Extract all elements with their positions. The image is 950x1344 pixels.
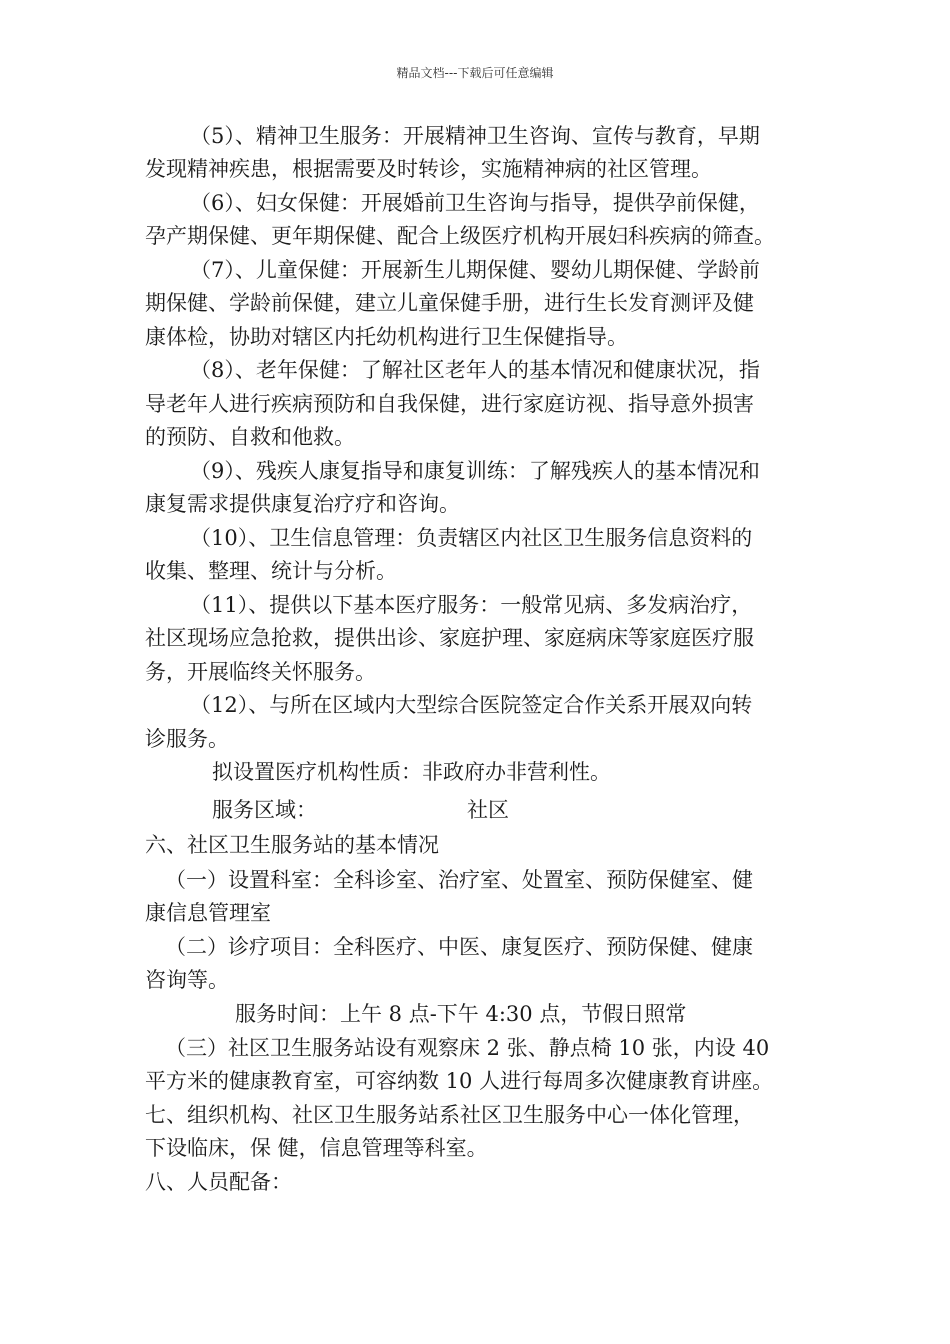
paragraph-line: 期保健、学龄前保健，建立儿童保健手册，进行生长发育测评及健 [145,291,754,315]
paragraph-line: 拟设置医疗机构性质：非政府办非营利性。 [212,760,611,784]
paragraph-line: 务，开展临终关怀服务。 [145,660,376,684]
paragraph-line: 诊服务。 [145,727,229,751]
paragraph-line: 康复需求提供康复治疗疗和咨询。 [145,492,460,516]
page-header: 精品文档---下载后可任意编辑 [396,66,554,80]
paragraph-line: 收集、整理、统计与分析。 [145,559,397,583]
service-area-label: 服务区域： [212,798,317,822]
section-heading: 六、社区卫生服务站的基本情况 [145,833,439,857]
paragraph-line: （11）、提供以下基本医疗服务：一般常见病、多发病治疗， [190,593,753,617]
paragraph-line: 康信息管理室 [145,901,271,925]
paragraph-line: 服务时间：上午 8 点-下午 4:30 点，节假日照常 [235,1002,687,1026]
paragraph-line [212,795,509,825]
paragraph-line: 平方米的健康教育室，可容纳数 10 人进行每周多次健康教育讲座。 [145,1069,774,1093]
paragraph-line: 孕产期保健、更年期保健、配合上级医疗机构开展妇科疾病的筛查。 [145,224,775,248]
paragraph-line: （三）社区卫生服务站设有观察床 2 张、静点椅 10 张，内设 40 [165,1036,770,1060]
paragraph-line: （8）、老年保健：了解社区老年人的基本情况和健康状况，指 [190,358,760,382]
paragraph-line: 的预防、自救和他救。 [145,425,355,449]
paragraph-line: （9）、残疾人康复指导和康复训练：了解残疾人的基本情况和 [190,459,760,483]
paragraph-line: 社区现场应急抢救，提供出诊、家庭护理、家庭病床等家庭医疗服 [145,626,754,650]
paragraph-line: （12）、与所在区域内大型综合医院签定合作关系开展双向转 [190,693,753,717]
paragraph-line: 下设临床，保 健，信息管理等科室。 [145,1136,488,1160]
paragraph-line: 康体检，协助对辖区内托幼机构进行卫生保健指导。 [145,325,628,349]
paragraph-line: 发现精神疾患，根据需要及时转诊，实施精神病的社区管理。 [145,157,712,181]
paragraph-line: （7）、儿童保健：开展新生儿期保健、婴幼儿期保健、学龄前 [190,258,760,282]
paragraph-line: 咨询等。 [145,968,229,992]
section-heading: 七、组织机构、社区卫生服务站系社区卫生服务中心一体化管理， [145,1103,754,1127]
paragraph-line: （5）、精神卫生服务：开展精神卫生咨询、宣传与教育，早期 [190,124,760,148]
paragraph-line: （一）设置科室：全科诊室、治疗室、处置室、预防保健室、健 [165,868,753,892]
section-heading: 八、人员配备： [145,1170,292,1194]
paragraph-line: （6）、妇女保健：开展婚前卫生咨询与指导，提供孕前保健， [190,191,760,215]
paragraph-line: （10）、卫生信息管理：负责辖区内社区卫生服务信息资料的 [190,526,753,550]
paragraph-line: 导老年人进行疾病预防和自我保健，进行家庭访视、指导意外损害 [145,392,754,416]
paragraph-line: （二）诊疗项目：全科医疗、中医、康复医疗、预防保健、健康 [165,935,753,959]
service-area-value: 社区 [467,798,509,822]
